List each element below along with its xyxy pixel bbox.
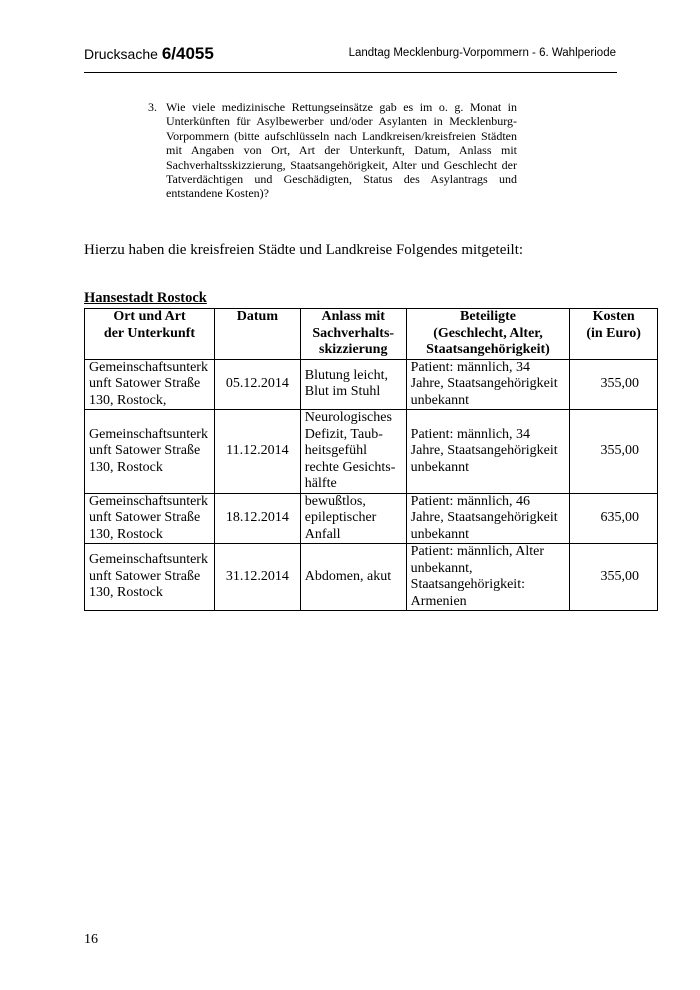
drucksache-number: 6/4055 <box>161 44 214 63</box>
question-number: 3. <box>148 100 157 114</box>
table-header-row <box>85 309 658 360</box>
header-anlass: Anlass mit Sachverhalts- skizzierung <box>300 309 406 360</box>
question-block <box>148 100 517 201</box>
cell-anlass: Abdomen, akut <box>300 544 406 611</box>
table-row <box>85 544 658 611</box>
cell-ort: Gemeinschaftsunterk unft Satower Straße 130, Rostock <box>85 493 215 544</box>
page-number: 16 <box>84 932 98 947</box>
cell-kosten: 635,00 <box>570 493 658 544</box>
cell-anlass: Neurologisches Defizit, Taub- heitsgefühl rechte Gesichts- hälfte <box>300 410 406 494</box>
cell-ort: Gemeinschaftsunterk unft Satower Straße 130, Rostock, <box>85 359 215 410</box>
header-datum: Datum <box>214 309 300 360</box>
drucksache-label: Drucksache <box>84 46 158 62</box>
header-kosten: Kosten (in Euro) <box>570 309 658 360</box>
cell-beteiligte: Patient: männlich, 46 Jahre, Staatsangehörigkeit unbekannt <box>406 493 570 544</box>
table-row <box>85 410 658 494</box>
incident-table <box>84 308 658 611</box>
parliament-label: Landtag Mecklenburg-Vorpommern - 6. Wahlperiode <box>348 47 616 59</box>
cell-datum: 18.12.2014 <box>214 493 300 544</box>
cell-beteiligte: Patient: männlich, 34 Jahre, Staatsangehörigkeit unbekannt <box>406 410 570 494</box>
cell-datum: 31.12.2014 <box>214 544 300 611</box>
cell-datum: 11.12.2014 <box>214 410 300 494</box>
header-ort: Ort und Art der Unterkunft <box>85 309 215 360</box>
intro-text: Hierzu haben die kreisfreien Städte und Landkreise Folgendes mitgeteilt: <box>84 242 524 258</box>
cell-anlass: Blutung leicht, Blut im Stuhl <box>300 359 406 410</box>
header-divider <box>84 72 617 73</box>
table-row <box>85 493 658 544</box>
cell-ort: Gemeinschaftsunterk unft Satower Straße 130, Rostock <box>85 544 215 611</box>
header-beteiligte: Beteiligte (Geschlecht, Alter, Staatsangehörigkeit) <box>406 309 570 360</box>
cell-anlass: bewußtlos, epileptischer Anfall <box>300 493 406 544</box>
cell-beteiligte: Patient: männlich, Alter unbekannt, Staatsangehörigkeit: Armenien <box>406 544 570 611</box>
cell-kosten: 355,00 <box>570 410 658 494</box>
section-title: Hansestadt Rostock <box>84 290 207 306</box>
cell-kosten: 355,00 <box>570 359 658 410</box>
cell-beteiligte: Patient: männlich, 34 Jahre, Staatsangehörigkeit unbekannt <box>406 359 570 410</box>
table-row <box>85 359 658 410</box>
document-number <box>84 44 214 64</box>
question-text: Wie viele medizinische Rettungseinsätze gab es im o. g. Monat in Unterkünften für Asylbewerber und/oder Asylanten in Mecklenburg-Vorpommern (bitte aufschlüsseln nach Landkreisen/kreisfreien Städten mit Angaben von Ort, Art der Unterkunft, Datum, Anlass mit Sachverhaltsskizzierung, Staatsangehörigkeit, Alter und Geschlecht der Tatverdächtigen und Geschädigten, Status des Asylantrags und entstandene Kosten)? <box>166 100 517 201</box>
cell-ort: Gemeinschaftsunterk unft Satower Straße 130, Rostock <box>85 410 215 494</box>
cell-datum: 05.12.2014 <box>214 359 300 410</box>
cell-kosten: 355,00 <box>570 544 658 611</box>
